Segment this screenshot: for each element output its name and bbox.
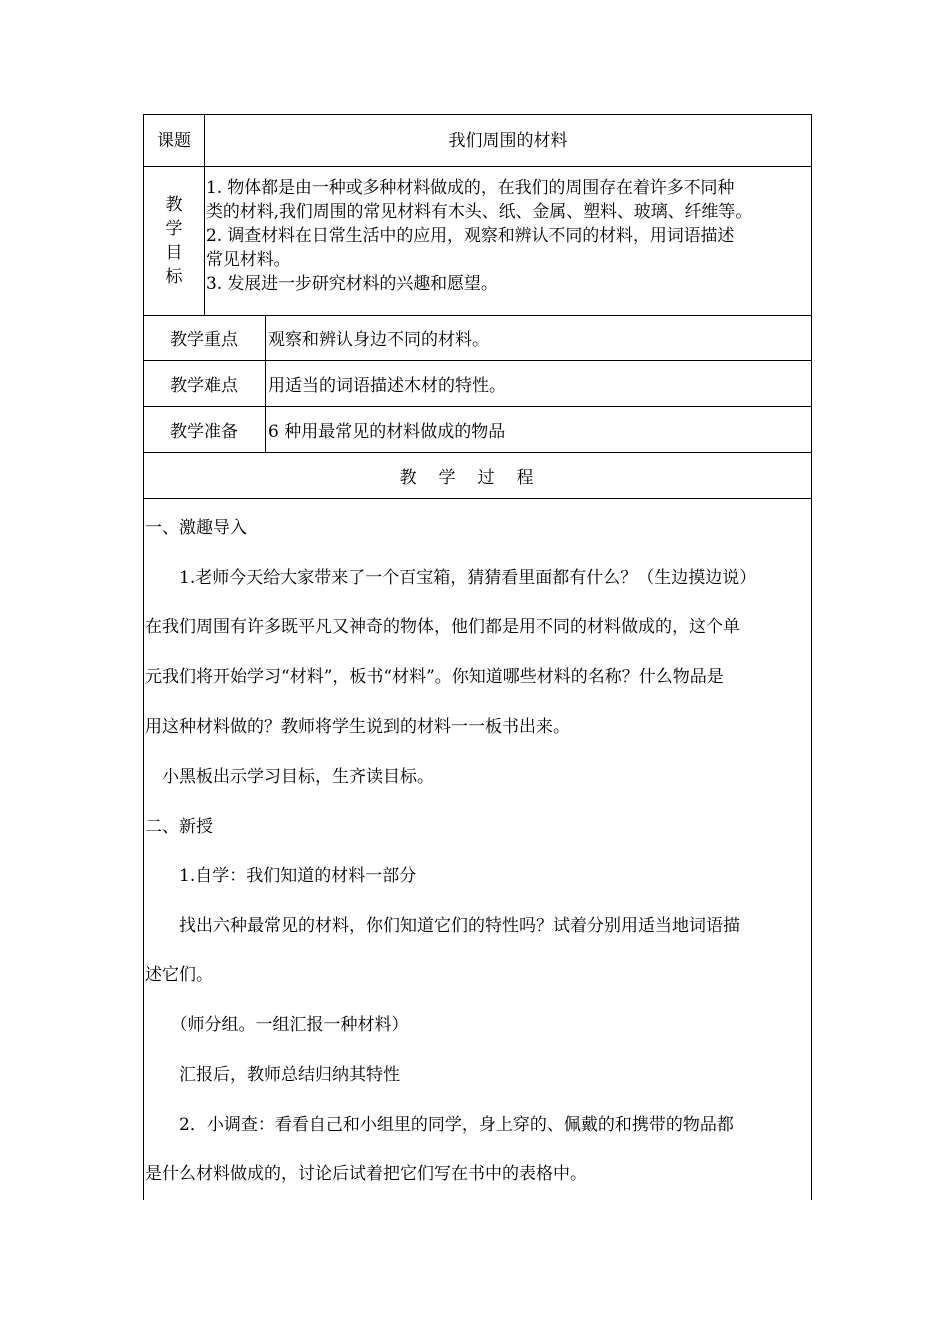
process-line: （师分组。一组汇报一种材料） [145,1015,409,1035]
process-line: 是什么材料做成的，讨论后试着把它们写在书中的表格中。 [145,1164,587,1184]
process-line: 1.老师今天给大家带来了一个百宝箱，猜猜看里面都有什么？（生边摸边说） [145,568,757,588]
rule [143,452,812,453]
rule [143,360,812,361]
key-point-label: 教学重点 [170,330,238,350]
process-line: 一、激趣导入 [145,518,247,538]
process-line: 1.自学：我们知道的材料一部分 [145,866,417,886]
rule [143,166,812,167]
process-line: 找出六种最常见的材料，你们知道它们的特性吗？试着分别用适当地词语描 [145,916,740,936]
rule [265,315,266,452]
rule [143,498,812,499]
process-title: 教学过程 [399,468,556,488]
goal-line: 类的材料,我们周围的常见材料有木头、纸、金属、塑料、玻璃、纤维等。 [206,202,753,222]
goal-line: 常见材料。 [206,250,291,270]
process-line: 用这种材料做的？教师将学生说到的材料一一板书出来。 [145,717,570,737]
topic-value: 我们周围的材料 [448,131,568,151]
preparation-value: 6 种用最常见的材料做成的物品 [268,422,506,442]
goals-label-char: 目 [165,243,183,263]
rule [143,315,812,316]
process-line: 元我们将开始学习“材料”，板书“材料”。你知道哪些材料的名称？什么物品是 [145,667,724,687]
goal-line: 2. 调查材料在日常生活中的应用，观察和辨认不同的材料，用词语描述 [206,226,735,246]
process-line: 2．小调查：看看自己和小组里的同学，身上穿的、佩戴的和携带的物品都 [145,1115,734,1135]
rule [143,406,812,407]
goals-text [206,176,810,296]
goal-line: 3. 发展进一步研究材料的兴趣和愿望。 [206,274,498,294]
goals-label [144,167,204,315]
difficulty-label: 教学难点 [170,376,238,396]
process-line: 二、新授 [145,817,213,837]
preparation-label: 教学准备 [170,422,238,442]
process-line: 在我们周围有许多既平凡又神奇的物体，他们都是用不同的材料做成的，这个单 [145,617,740,637]
process-line: 述它们。 [145,965,213,985]
process-line: 汇报后，教师总结归纳其特性 [145,1065,400,1085]
difficulty-value: 用适当的词语描述木材的特性。 [268,376,506,396]
goals-label-char: 教 [165,195,183,215]
goal-line: 1. 物体都是由一种或多种材料做成的，在我们的周围存在着许多不同种 [206,178,735,198]
process-line: 小黑板出示学习目标，生齐读目标。 [145,767,434,787]
key-point-value: 观察和辨认身边不同的材料。 [268,330,489,350]
goals-label-char: 学 [165,219,183,239]
goals-label-char: 标 [165,267,183,287]
topic-label: 课题 [157,131,191,151]
